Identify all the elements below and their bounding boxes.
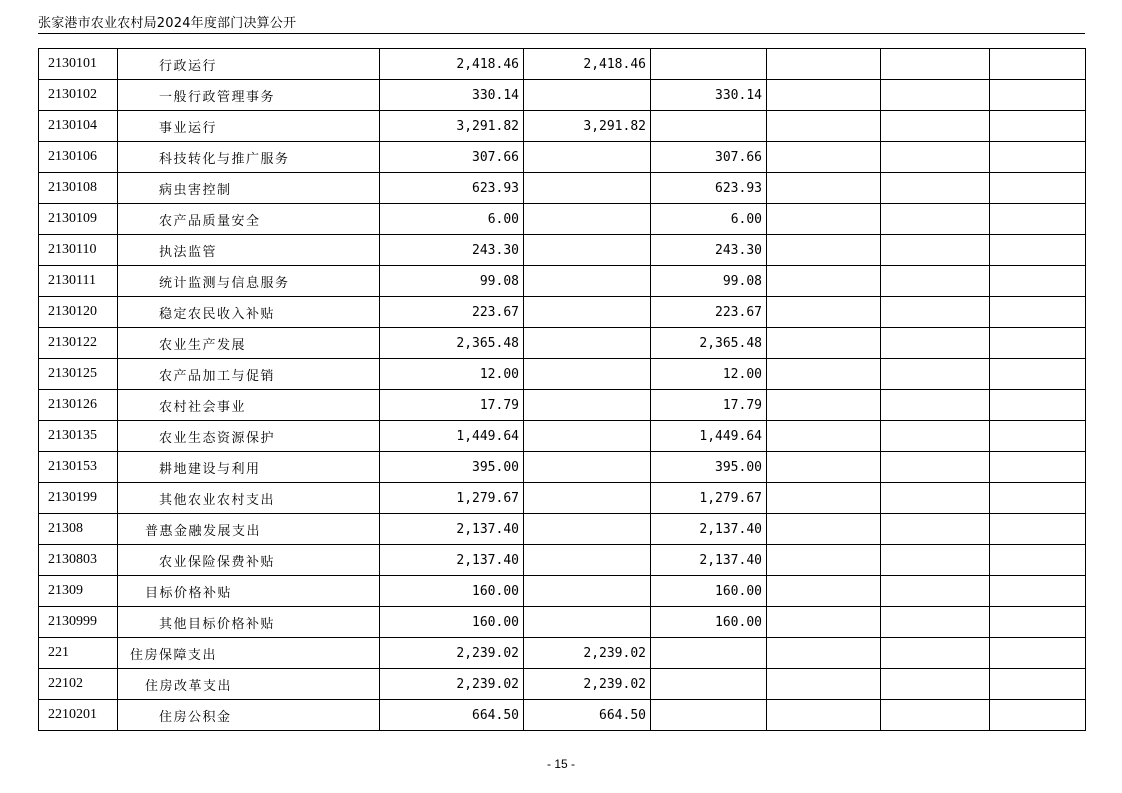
table-row: [39, 638, 1086, 669]
cell-project-expenditure: [651, 700, 767, 731]
cell-total-amount: 623.93: [380, 173, 524, 204]
cell-basic-expenditure: [524, 576, 651, 607]
cell-subject-name: 住房保障支出: [118, 638, 380, 669]
cell-total-amount: 2,239.02: [380, 669, 524, 700]
cell-total-amount: 160.00: [380, 607, 524, 638]
cell-blank-col-7: [881, 421, 990, 452]
cell-total-amount: 2,239.02: [380, 638, 524, 669]
header-rule: [38, 33, 1085, 34]
cell-project-expenditure: [651, 669, 767, 700]
cell-blank-col-6: [767, 390, 881, 421]
cell-basic-expenditure: [524, 359, 651, 390]
cell-blank-col-8: [990, 173, 1086, 204]
cell-basic-expenditure: [524, 235, 651, 266]
cell-blank-col-6: [767, 576, 881, 607]
cell-blank-col-7: [881, 204, 990, 235]
cell-subject-name: 农产品质量安全: [118, 204, 380, 235]
cell-project-expenditure: 12.00: [651, 359, 767, 390]
cell-blank-col-7: [881, 142, 990, 173]
cell-basic-expenditure: [524, 297, 651, 328]
cell-subject-code: 22102: [39, 669, 118, 700]
cell-blank-col-7: [881, 390, 990, 421]
cell-subject-name: 行政运行: [118, 49, 380, 80]
cell-basic-expenditure: [524, 328, 651, 359]
cell-blank-col-7: [881, 173, 990, 204]
cell-total-amount: 2,137.40: [380, 514, 524, 545]
cell-blank-col-7: [881, 297, 990, 328]
cell-blank-col-8: [990, 390, 1086, 421]
cell-blank-col-7: [881, 576, 990, 607]
cell-blank-col-8: [990, 204, 1086, 235]
cell-blank-col-6: [767, 80, 881, 111]
cell-subject-name: 住房公积金: [118, 700, 380, 731]
cell-blank-col-8: [990, 266, 1086, 297]
cell-project-expenditure: 223.67: [651, 297, 767, 328]
cell-subject-code: 2130120: [39, 297, 118, 328]
cell-subject-code: 2130106: [39, 142, 118, 173]
cell-blank-col-7: [881, 483, 990, 514]
cell-subject-code: 21309: [39, 576, 118, 607]
cell-subject-code: 2130110: [39, 235, 118, 266]
cell-total-amount: 3,291.82: [380, 111, 524, 142]
cell-blank-col-7: [881, 700, 990, 731]
cell-basic-expenditure: [524, 545, 651, 576]
cell-project-expenditure: 160.00: [651, 607, 767, 638]
cell-total-amount: 2,365.48: [380, 328, 524, 359]
table-row: [39, 545, 1086, 576]
cell-blank-col-6: [767, 700, 881, 731]
cell-project-expenditure: 623.93: [651, 173, 767, 204]
cell-total-amount: 330.14: [380, 80, 524, 111]
cell-project-expenditure: 99.08: [651, 266, 767, 297]
cell-total-amount: 1,449.64: [380, 421, 524, 452]
cell-basic-expenditure: [524, 204, 651, 235]
cell-blank-col-8: [990, 142, 1086, 173]
cell-blank-col-8: [990, 638, 1086, 669]
cell-subject-code: 2130111: [39, 266, 118, 297]
table-row: [39, 700, 1086, 731]
cell-project-expenditure: 17.79: [651, 390, 767, 421]
table-row: [39, 390, 1086, 421]
cell-basic-expenditure: [524, 421, 651, 452]
cell-project-expenditure: 2,365.48: [651, 328, 767, 359]
cell-blank-col-7: [881, 111, 990, 142]
cell-blank-col-8: [990, 514, 1086, 545]
cell-blank-col-7: [881, 80, 990, 111]
cell-blank-col-8: [990, 49, 1086, 80]
cell-blank-col-8: [990, 111, 1086, 142]
cell-blank-col-7: [881, 328, 990, 359]
table-row: [39, 421, 1086, 452]
table-row: [39, 669, 1086, 700]
cell-project-expenditure: 330.14: [651, 80, 767, 111]
cell-basic-expenditure: 3,291.82: [524, 111, 651, 142]
table-row: [39, 576, 1086, 607]
table-row: [39, 49, 1086, 80]
cell-blank-col-6: [767, 297, 881, 328]
cell-project-expenditure: 2,137.40: [651, 545, 767, 576]
cell-total-amount: 223.67: [380, 297, 524, 328]
table-row: [39, 266, 1086, 297]
cell-blank-col-6: [767, 49, 881, 80]
cell-basic-expenditure: [524, 452, 651, 483]
cell-project-expenditure: 243.30: [651, 235, 767, 266]
cell-basic-expenditure: [524, 514, 651, 545]
cell-subject-name: 执法监管: [118, 235, 380, 266]
page-number: - 15 -: [546, 757, 575, 771]
cell-basic-expenditure: [524, 390, 651, 421]
cell-subject-code: 221: [39, 638, 118, 669]
cell-blank-col-7: [881, 669, 990, 700]
cell-blank-col-7: [881, 638, 990, 669]
cell-blank-col-7: [881, 607, 990, 638]
cell-subject-name: 耕地建设与利用: [118, 452, 380, 483]
table-row: [39, 297, 1086, 328]
cell-project-expenditure: 395.00: [651, 452, 767, 483]
cell-blank-col-6: [767, 638, 881, 669]
cell-project-expenditure: 1,449.64: [651, 421, 767, 452]
cell-blank-col-6: [767, 483, 881, 514]
cell-basic-expenditure: [524, 266, 651, 297]
cell-blank-col-8: [990, 421, 1086, 452]
cell-blank-col-7: [881, 49, 990, 80]
table-row: [39, 142, 1086, 173]
cell-subject-code: 2130108: [39, 173, 118, 204]
table-row: [39, 204, 1086, 235]
expenditure-table: [38, 48, 1086, 731]
cell-basic-expenditure: [524, 483, 651, 514]
cell-blank-col-8: [990, 700, 1086, 731]
expenditure-table-body: [39, 49, 1086, 731]
cell-blank-col-8: [990, 235, 1086, 266]
cell-blank-col-6: [767, 328, 881, 359]
cell-blank-col-6: [767, 514, 881, 545]
cell-subject-code: 2130125: [39, 359, 118, 390]
cell-basic-expenditure: [524, 173, 651, 204]
cell-total-amount: 160.00: [380, 576, 524, 607]
table-row: [39, 173, 1086, 204]
cell-basic-expenditure: 664.50: [524, 700, 651, 731]
cell-total-amount: 2,137.40: [380, 545, 524, 576]
cell-total-amount: 99.08: [380, 266, 524, 297]
cell-blank-col-6: [767, 669, 881, 700]
cell-subject-name: 农业生产发展: [118, 328, 380, 359]
cell-blank-col-7: [881, 359, 990, 390]
cell-total-amount: 17.79: [380, 390, 524, 421]
cell-subject-code: 2130135: [39, 421, 118, 452]
cell-blank-col-8: [990, 359, 1086, 390]
table-row: [39, 452, 1086, 483]
cell-subject-name: 普惠金融发展支出: [118, 514, 380, 545]
cell-subject-name: 农业保险保费补贴: [118, 545, 380, 576]
cell-blank-col-8: [990, 328, 1086, 359]
cell-project-expenditure: [651, 638, 767, 669]
cell-blank-col-6: [767, 607, 881, 638]
table-row: [39, 80, 1086, 111]
cell-subject-code: 2130803: [39, 545, 118, 576]
cell-blank-col-8: [990, 669, 1086, 700]
cell-basic-expenditure: [524, 607, 651, 638]
cell-blank-col-6: [767, 452, 881, 483]
table-row: [39, 607, 1086, 638]
cell-blank-col-7: [881, 545, 990, 576]
cell-project-expenditure: [651, 111, 767, 142]
cell-project-expenditure: 6.00: [651, 204, 767, 235]
table-row: [39, 111, 1086, 142]
cell-subject-code: 21308: [39, 514, 118, 545]
cell-blank-col-6: [767, 421, 881, 452]
cell-total-amount: 307.66: [380, 142, 524, 173]
cell-subject-name: 统计监测与信息服务: [118, 266, 380, 297]
cell-blank-col-8: [990, 545, 1086, 576]
cell-total-amount: 664.50: [380, 700, 524, 731]
table-row: [39, 483, 1086, 514]
cell-project-expenditure: 1,279.67: [651, 483, 767, 514]
cell-subject-name: 住房改革支出: [118, 669, 380, 700]
cell-project-expenditure: [651, 49, 767, 80]
cell-total-amount: 6.00: [380, 204, 524, 235]
table-row: [39, 328, 1086, 359]
cell-blank-col-6: [767, 173, 881, 204]
cell-subject-name: 科技转化与推广服务: [118, 142, 380, 173]
cell-blank-col-7: [881, 235, 990, 266]
cell-subject-name: 农村社会事业: [118, 390, 380, 421]
cell-blank-col-8: [990, 297, 1086, 328]
cell-subject-name: 病虫害控制: [118, 173, 380, 204]
cell-total-amount: 1,279.67: [380, 483, 524, 514]
cell-project-expenditure: 160.00: [651, 576, 767, 607]
cell-project-expenditure: 307.66: [651, 142, 767, 173]
cell-blank-col-6: [767, 266, 881, 297]
table-row: [39, 359, 1086, 390]
cell-subject-name: 其他农业农村支出: [118, 483, 380, 514]
cell-subject-code: 2210201: [39, 700, 118, 731]
cell-subject-name: 一般行政管理事务: [118, 80, 380, 111]
cell-blank-col-6: [767, 142, 881, 173]
table-row: [39, 235, 1086, 266]
page-header-title: 张家港市农业农村局2024年度部门决算公开: [38, 16, 297, 31]
cell-subject-code: 2130104: [39, 111, 118, 142]
cell-subject-name: 其他目标价格补贴: [118, 607, 380, 638]
cell-blank-col-8: [990, 452, 1086, 483]
cell-subject-name: 目标价格补贴: [118, 576, 380, 607]
cell-blank-col-7: [881, 452, 990, 483]
cell-subject-name: 事业运行: [118, 111, 380, 142]
cell-blank-col-8: [990, 80, 1086, 111]
cell-basic-expenditure: 2,239.02: [524, 669, 651, 700]
cell-subject-code: 2130102: [39, 80, 118, 111]
cell-blank-col-6: [767, 204, 881, 235]
cell-total-amount: 395.00: [380, 452, 524, 483]
cell-blank-col-7: [881, 266, 990, 297]
cell-subject-code: 2130199: [39, 483, 118, 514]
cell-basic-expenditure: [524, 80, 651, 111]
cell-blank-col-7: [881, 514, 990, 545]
cell-subject-code: 2130999: [39, 607, 118, 638]
cell-subject-name: 农产品加工与促销: [118, 359, 380, 390]
cell-blank-col-8: [990, 483, 1086, 514]
cell-subject-code: 2130126: [39, 390, 118, 421]
cell-subject-code: 2130109: [39, 204, 118, 235]
cell-subject-name: 稳定农民收入补贴: [118, 297, 380, 328]
cell-subject-code: 2130101: [39, 49, 118, 80]
cell-total-amount: 243.30: [380, 235, 524, 266]
cell-basic-expenditure: [524, 142, 651, 173]
cell-subject-code: 2130153: [39, 452, 118, 483]
cell-blank-col-8: [990, 576, 1086, 607]
cell-total-amount: 2,418.46: [380, 49, 524, 80]
cell-basic-expenditure: 2,239.02: [524, 638, 651, 669]
cell-subject-name: 农业生态资源保护: [118, 421, 380, 452]
cell-project-expenditure: 2,137.40: [651, 514, 767, 545]
cell-blank-col-6: [767, 359, 881, 390]
cell-basic-expenditure: 2,418.46: [524, 49, 651, 80]
cell-blank-col-6: [767, 545, 881, 576]
table-row: [39, 514, 1086, 545]
cell-subject-code: 2130122: [39, 328, 118, 359]
cell-blank-col-6: [767, 235, 881, 266]
cell-blank-col-6: [767, 111, 881, 142]
cell-total-amount: 12.00: [380, 359, 524, 390]
cell-blank-col-8: [990, 607, 1086, 638]
